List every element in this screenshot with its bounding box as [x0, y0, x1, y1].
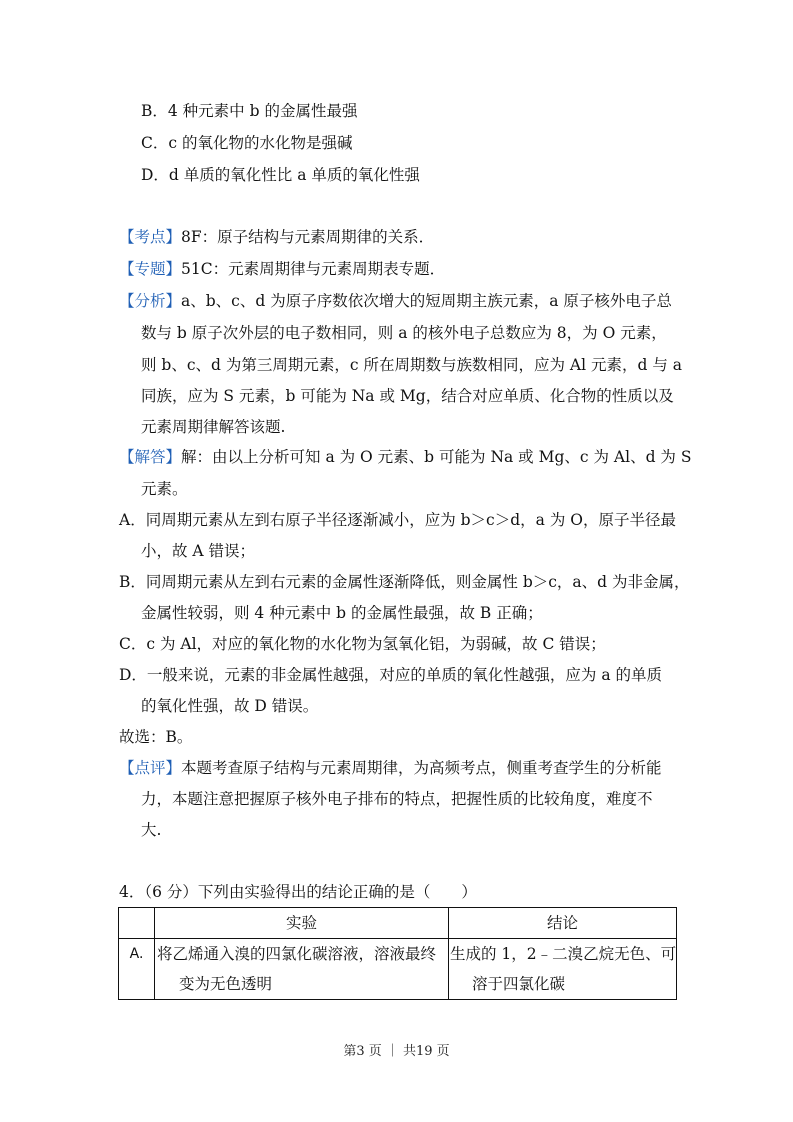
- fenxi-line-1: [119, 290, 672, 312]
- dianping-tag: 【点评】: [119, 759, 182, 777]
- question4-table: [118, 907, 677, 1000]
- dianping-text-1: 本题考查原子结构与元素周期律，为高频考点，侧重考查学生的分析能: [181, 759, 662, 777]
- analysis-b-1: B．同周期元素从左到右元素的金属性逐渐降低，则金属性 b＞c，a、d 为非金属，: [119, 573, 690, 591]
- analysis-a-1: A．同周期元素从左到右原子半径逐渐减小，应为 b＞c＞d，a 为 O，原子半径最: [119, 511, 676, 529]
- experiment-line-1: 将乙烯通入溴的四氯化碳溶液，溶液最终: [157, 945, 437, 963]
- analysis-d-1: D．一般来说，元素的非金属性越强，对应的单质的氧化性越强，应为 a 的单质: [119, 666, 663, 684]
- dianping-line-3: 大.: [141, 821, 162, 839]
- fenxi-text-1: a、b、c、d 为原子序数依次增大的短周期主族元素，a 原子核外电子总: [181, 292, 672, 310]
- jieda-line-2: 元素。: [141, 480, 188, 498]
- kaodian-line: [119, 226, 434, 248]
- table-header-blank: [119, 908, 155, 939]
- analysis-d-2: 的氧化性强，故 D 错误。: [141, 697, 319, 715]
- option-b: B．4 种元素中 b 的金属性最强: [141, 102, 358, 120]
- jieda-tag: 【解答】: [119, 448, 182, 466]
- table-row-label: A.: [119, 939, 155, 1000]
- zhuanti-text: 51C：元素周期律与元素周期表专题．: [181, 260, 446, 278]
- table-header-experiment: 实验: [155, 908, 449, 939]
- option-c: C．c 的氧化物的水化物是强碱: [141, 134, 353, 152]
- dianping-line-1: [119, 757, 662, 779]
- zhuanti-tag: 【专题】: [119, 260, 182, 278]
- fenxi-tag: 【分析】: [119, 292, 182, 310]
- analysis-c-1: C．c 为 Al，对应的氧化物的水化物为氢氧化铝，为弱碱，故 C 错误；: [119, 635, 606, 653]
- jieda-line-1: [119, 446, 691, 468]
- conclusion-line-1: 生成的 1，2﹣二溴乙烷无色、可: [450, 945, 677, 963]
- analysis-b-2: 金属性较弱，则 4 种元素中 b 的金属性最强，故 B 正确；: [141, 604, 543, 622]
- page-footer: 第3 页 ｜ 共19 页: [343, 1044, 450, 1059]
- option-d: D．d 单质的氧化性比 a 单质的氧化性强: [141, 166, 420, 184]
- table-header-conclusion: 结论: [449, 908, 677, 939]
- conclusion-line-2: 溶于四氯化碳: [472, 975, 566, 993]
- fenxi-line-5: 元素周期律解答该题.: [141, 418, 286, 436]
- answer-line: 故选：B。: [119, 728, 193, 746]
- kaodian-text: 8F：原子结构与元素周期律的关系．: [181, 228, 435, 246]
- fenxi-line-4: 同族，应为 S 元素，b 可能为 Na 或 Mg，结合对应单质、化合物的性质以及: [141, 387, 674, 405]
- zhuanti-line: [119, 258, 445, 280]
- table-row-experiment: [155, 939, 449, 1000]
- dianping-line-2: 力，本题注意把握原子核外电子排布的特点，把握性质的比较角度，难度不: [141, 790, 653, 808]
- jieda-text-1: 解：由以上分析可知 a 为 O 元素、b 可能为 Na 或 Mg、c 为 Al、d 为 S: [181, 448, 692, 466]
- table-row-conclusion: [449, 939, 677, 1000]
- table-header-row: [119, 908, 677, 939]
- kaodian-tag: 【考点】: [119, 228, 182, 246]
- fenxi-line-3: 则 b、c、d 为第三周期元素，c 所在周期数与族数相同，应为 Al 元素，d 与 a: [141, 356, 683, 374]
- experiment-line-2: 变为无色透明: [179, 975, 273, 993]
- analysis-a-2: 小，故 A 错误；: [141, 542, 256, 560]
- fenxi-line-2: 数与 b 原子次外层的电子数相同，则 a 的核外电子总数应为 8，为 O 元素，: [141, 324, 667, 342]
- question4-stem: 4．（6 分）下列由实验得出的结论正确的是（ ）: [119, 883, 477, 901]
- table-row: [119, 939, 677, 1000]
